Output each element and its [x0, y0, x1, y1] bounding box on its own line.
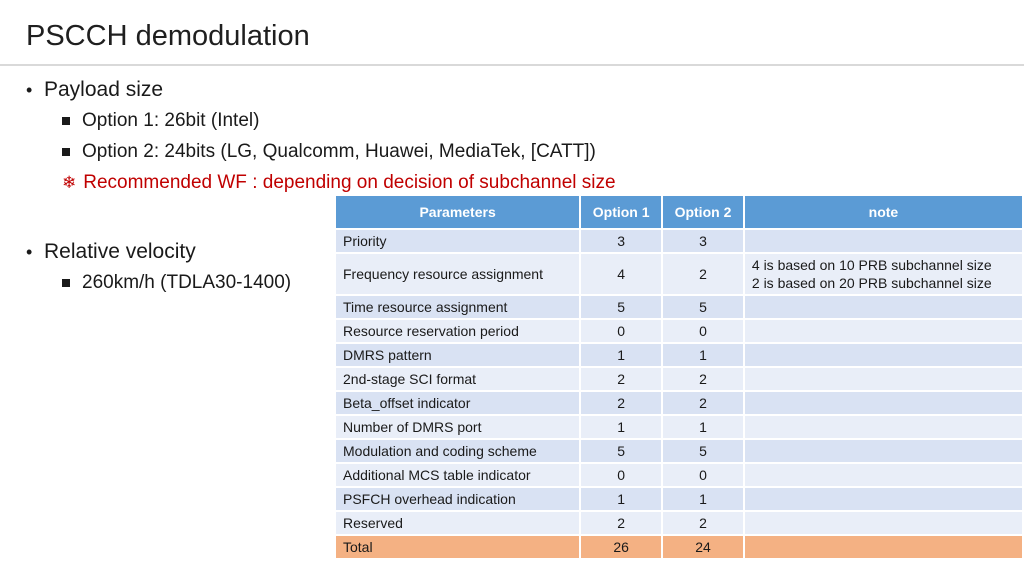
option2-cell: 2 — [662, 511, 744, 535]
note-cell — [744, 415, 1023, 439]
note-line-2: 2 is based on 20 PRB subchannel size — [751, 275, 992, 291]
param-cell: Additional MCS table indicator — [335, 463, 580, 487]
table-row — [335, 343, 1023, 367]
option1-total-cell: 26 — [580, 535, 662, 559]
param-cell: 2nd-stage SCI format — [335, 367, 580, 391]
sub-bullet-option1 — [62, 108, 616, 134]
param-cell: Total — [335, 535, 580, 559]
recommended-wf-text: Recommended WF : depending on decision of subchannel size — [83, 172, 616, 193]
option1-cell: 5 — [580, 439, 662, 463]
param-cell: DMRS pattern — [335, 343, 580, 367]
note-line-1: 4 is based on 10 PRB subchannel size — [751, 257, 992, 273]
param-cell: Modulation and coding scheme — [335, 439, 580, 463]
option2-text: Option 2: 24bits (LG, Qualcomm, Huawei, MediaTek, [CATT]) — [82, 141, 596, 162]
velocity-bullet-group — [26, 239, 291, 296]
table-row — [335, 319, 1023, 343]
bullet-payload — [26, 77, 616, 103]
bullet-velocity — [26, 239, 291, 265]
option2-cell: 1 — [662, 415, 744, 439]
table-row — [335, 295, 1023, 319]
param-cell: Resource reservation period — [335, 319, 580, 343]
table-row — [335, 391, 1023, 415]
option1-cell: 1 — [580, 343, 662, 367]
option1-cell: 2 — [580, 391, 662, 415]
bullet-velocity-text: Relative velocity — [44, 240, 196, 263]
square-bullet-icon — [62, 279, 70, 287]
note-cell — [744, 253, 1023, 295]
note-cell — [744, 229, 1023, 253]
table-row — [335, 415, 1023, 439]
table-row — [335, 367, 1023, 391]
param-cell: Time resource assignment — [335, 295, 580, 319]
sub-bullet-velocity — [62, 270, 291, 296]
param-cell: Beta_offset indicator — [335, 391, 580, 415]
note-cell — [744, 463, 1023, 487]
header-option1: Option 1 — [580, 195, 662, 229]
table-row — [335, 439, 1023, 463]
sub-bullet-recommended-wf — [62, 170, 616, 196]
option1-text: Option 1: 26bit (Intel) — [82, 110, 260, 131]
option1-cell: 0 — [580, 319, 662, 343]
header-option2: Option 2 — [662, 195, 744, 229]
note-cell — [744, 535, 1023, 559]
note-cell — [744, 487, 1023, 511]
option1-cell: 2 — [580, 511, 662, 535]
param-cell: Number of DMRS port — [335, 415, 580, 439]
option1-cell: 1 — [580, 487, 662, 511]
param-cell: Frequency resource assignment — [335, 253, 580, 295]
page-title: PSCCH demodulation — [26, 20, 310, 52]
option2-cell: 1 — [662, 487, 744, 511]
option2-total-cell: 24 — [662, 535, 744, 559]
title-divider — [0, 64, 1024, 66]
note-cell — [744, 319, 1023, 343]
square-bullet-icon — [62, 148, 70, 156]
option2-cell: 3 — [662, 229, 744, 253]
param-cell: PSFCH overhead indication — [335, 487, 580, 511]
sub-bullet-option2 — [62, 139, 616, 165]
note-cell — [744, 295, 1023, 319]
header-note: note — [744, 195, 1023, 229]
bullet-dot-icon: • — [26, 242, 33, 262]
param-cell: Priority — [335, 229, 580, 253]
note-cell — [744, 391, 1023, 415]
note-cell — [744, 343, 1023, 367]
option2-cell: 2 — [662, 367, 744, 391]
param-cell: Reserved — [335, 511, 580, 535]
velocity-value-text: 260km/h (TDLA30-1400) — [82, 272, 292, 293]
option2-cell: 2 — [662, 253, 744, 295]
bullet-payload-text: Payload size — [44, 78, 164, 101]
option1-cell: 0 — [580, 463, 662, 487]
option2-cell: 5 — [662, 295, 744, 319]
table-total-row — [335, 535, 1023, 559]
table-row — [335, 487, 1023, 511]
payload-bullet-group — [26, 77, 616, 196]
note-cell — [744, 367, 1023, 391]
table-row — [335, 511, 1023, 535]
option2-cell: 0 — [662, 463, 744, 487]
note-cell — [744, 439, 1023, 463]
option1-cell: 2 — [580, 367, 662, 391]
table-row — [335, 463, 1023, 487]
square-bullet-icon — [62, 117, 70, 125]
table-row — [335, 229, 1023, 253]
option1-cell: 4 — [580, 253, 662, 295]
note-cell — [744, 511, 1023, 535]
header-parameters: Parameters — [335, 195, 580, 229]
option1-cell: 5 — [580, 295, 662, 319]
option2-cell: 1 — [662, 343, 744, 367]
option1-cell: 3 — [580, 229, 662, 253]
option2-cell: 2 — [662, 391, 744, 415]
option2-cell: 5 — [662, 439, 744, 463]
option1-cell: 1 — [580, 415, 662, 439]
parameters-table — [334, 194, 1024, 560]
snowflake-bullet-icon: ❄ — [62, 173, 77, 192]
table-header-row — [335, 195, 1023, 229]
bullet-dot-icon: • — [26, 80, 33, 100]
option2-cell: 0 — [662, 319, 744, 343]
table-row — [335, 253, 1023, 295]
